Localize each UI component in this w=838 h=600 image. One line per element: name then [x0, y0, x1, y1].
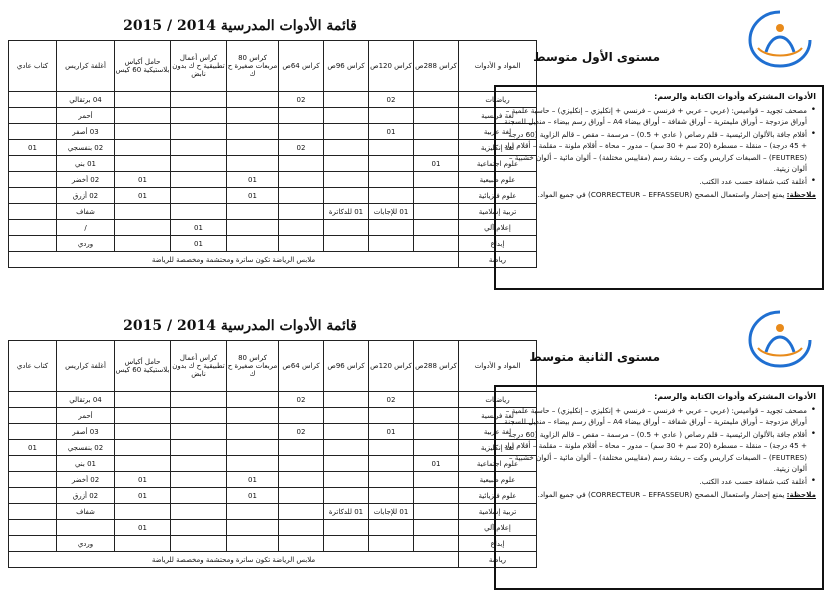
table-row — [9, 108, 537, 124]
table-cell — [171, 504, 227, 520]
note-text: يمنع إحضار واستعمال المصحح (CORRECTEUR – EFFASSEUR) في جميع المواد. — [537, 490, 785, 499]
supplies-section-second-year — [0, 300, 838, 600]
table-cell — [57, 520, 115, 536]
table-cell: 02 — [279, 140, 324, 156]
table-cell — [171, 440, 227, 456]
table-row — [9, 488, 537, 504]
table-cell — [324, 140, 369, 156]
table-cell: 01 — [414, 456, 459, 472]
table-cell — [279, 108, 324, 124]
table-row — [9, 220, 537, 236]
table-cell: لغة إنكليزية — [459, 140, 537, 156]
table-cell — [414, 188, 459, 204]
table-cell — [279, 488, 324, 504]
table-cell — [369, 172, 414, 188]
table-cell: 01 — [115, 172, 171, 188]
table-cell: 01 — [414, 156, 459, 172]
table-cell — [279, 188, 324, 204]
table-cell: 01 للإجابات — [369, 504, 414, 520]
table-cell — [279, 172, 324, 188]
table-cell — [171, 172, 227, 188]
sport-label: رياضة — [459, 252, 537, 268]
table-cell — [414, 536, 459, 552]
table-cell: 04 برتقالي — [57, 392, 115, 408]
table-row — [9, 408, 537, 424]
table-cell — [414, 408, 459, 424]
column-header: المواد و الأدوات — [459, 41, 537, 92]
table-cell — [279, 220, 324, 236]
table-cell — [369, 188, 414, 204]
table-cell — [227, 108, 279, 124]
table-cell — [279, 472, 324, 488]
table-cell — [369, 456, 414, 472]
table-cell — [9, 124, 57, 140]
table-cell — [227, 392, 279, 408]
school-logo — [732, 8, 828, 72]
note-label: ملاحظة: — [786, 190, 816, 199]
sport-row — [9, 252, 537, 268]
table-cell — [171, 424, 227, 440]
table-cell: 04 برتقالي — [57, 92, 115, 108]
table-cell — [414, 488, 459, 504]
table-cell — [171, 392, 227, 408]
table-header-row — [9, 41, 537, 92]
table-cell: 02 — [279, 92, 324, 108]
table-cell — [9, 392, 57, 408]
column-header: كراس 64ص — [279, 341, 324, 392]
table-cell — [279, 456, 324, 472]
column-header: كراس 96ص — [324, 41, 369, 92]
table-row — [9, 236, 537, 252]
table-row — [9, 156, 537, 172]
table-cell — [279, 536, 324, 552]
table-cell: أحمر — [57, 108, 115, 124]
table-cell: 03 أصفر — [57, 124, 115, 140]
table-cell — [171, 408, 227, 424]
table-cell: علوم طبيعية — [459, 172, 537, 188]
column-header: كتاب عادي — [9, 341, 57, 392]
level-heading: مستوى الأول متوسط — [533, 50, 660, 64]
table-cell — [414, 392, 459, 408]
table-cell — [324, 392, 369, 408]
table-cell — [171, 488, 227, 504]
table-cell — [227, 92, 279, 108]
table-row — [9, 124, 537, 140]
table-cell: 02 أخضر — [57, 472, 115, 488]
table-cell: 03 أصفر — [57, 424, 115, 440]
box-item: • أغلفة كتب شفافة حسب عدد الكتب. — [502, 176, 816, 188]
table-cell — [9, 504, 57, 520]
table-cell — [227, 220, 279, 236]
table-cell — [115, 156, 171, 172]
table-cell — [115, 108, 171, 124]
table-cell — [171, 520, 227, 536]
sport-note: ملابس الرياضة تكون ساترة ومحتشمة ومخصصة للرياضة — [9, 552, 459, 568]
table-cell: 01 للدكاترة — [324, 204, 369, 220]
school-logo-emblem — [750, 12, 810, 66]
table-cell — [9, 108, 57, 124]
box-item: • مصحف تجويد – قواميس: (عربي – عربي + فرنسي – فرنسي + إنكليزي – إنكليزي) – حاسبة علمية – أوراق مزدوجة – أوراق مليمترية – أوراق شفافة – أوراق بيضاء A4 – أوراق رسم بيضاء – منديل للسجنة. — [502, 105, 816, 128]
table-row — [9, 172, 537, 188]
table-cell: لغة فرنسية — [459, 408, 537, 424]
page-title: قائمة الأدوات المدرسية 2014 / 2015 — [123, 18, 357, 34]
table-cell — [171, 92, 227, 108]
table-cell: / — [57, 220, 115, 236]
table-header-row — [9, 341, 537, 392]
table-cell — [369, 156, 414, 172]
table-cell — [227, 504, 279, 520]
table-cell — [324, 156, 369, 172]
table-row — [9, 424, 537, 440]
table-cell: علوم فيزيائية — [459, 188, 537, 204]
table-cell: 01 للدكاترة — [324, 504, 369, 520]
table-cell — [324, 424, 369, 440]
table-cell: 01 — [171, 236, 227, 252]
table-cell — [414, 172, 459, 188]
table-cell — [227, 140, 279, 156]
table-cell: 02 بنفسجي — [57, 140, 115, 156]
table-cell — [115, 392, 171, 408]
table-cell — [414, 108, 459, 124]
table-cell: إبداع — [459, 536, 537, 552]
table-row — [9, 392, 537, 408]
table-cell — [324, 236, 369, 252]
table-cell — [9, 92, 57, 108]
table-cell — [369, 472, 414, 488]
note-text: يمنع إحضار واستعمال المصحح (CORRECTEUR – EFFASSEUR) في جميع المواد. — [537, 190, 785, 199]
table-cell — [115, 220, 171, 236]
table-cell — [171, 456, 227, 472]
table-cell — [414, 424, 459, 440]
box-note — [502, 489, 816, 501]
table-cell — [171, 124, 227, 140]
table-cell — [9, 408, 57, 424]
table-cell: إبداع — [459, 236, 537, 252]
table-cell — [324, 488, 369, 504]
table-row — [9, 456, 537, 472]
supplies-table — [8, 340, 537, 568]
column-header: كراس 80 مربعات صغيرة ح ك — [227, 41, 279, 92]
table-cell — [414, 220, 459, 236]
table-cell: 01 — [369, 424, 414, 440]
column-header: كراس 120ص — [369, 341, 414, 392]
table-cell — [279, 408, 324, 424]
table-cell: 02 — [279, 392, 324, 408]
table-cell — [227, 204, 279, 220]
table-cell — [115, 204, 171, 220]
table-cell — [9, 172, 57, 188]
table-cell: 01 — [227, 488, 279, 504]
table-row — [9, 504, 537, 520]
column-header: المواد و الأدوات — [459, 341, 537, 392]
table-cell — [369, 520, 414, 536]
table-cell — [9, 424, 57, 440]
table-cell — [414, 520, 459, 536]
table-cell: 01 بني — [57, 156, 115, 172]
table-cell: وردي — [57, 536, 115, 552]
box-item: • أقلام جافة بالألوان الرئيسية – قلم رصاص ( عادي + 0.5) – مرسمة – مقص – قالم الزاوية (60 درجة + 45 درجة) – منقلة – مسطرة (20 سم + 30 سم) – مدور – محاة – أقلام ملونة – مقلمة – أقلام لباد (FEUTRES) – الصبغات كراريس وكت – ريشة رسم (مقاييس مختلفة) – ألوان مائية – ألوان خشبية – ألوان زيتية. — [502, 129, 816, 175]
table-cell — [369, 236, 414, 252]
table-cell — [115, 140, 171, 156]
table-cell — [369, 140, 414, 156]
table-cell: رياضيات — [459, 92, 537, 108]
table-row — [9, 536, 537, 552]
column-header: كراس أعمال تطبيقية ح ك بدون نابض — [171, 341, 227, 392]
table-cell — [369, 408, 414, 424]
table-cell — [279, 124, 324, 140]
table-cell — [227, 456, 279, 472]
table-cell — [369, 488, 414, 504]
table-cell — [9, 156, 57, 172]
table-cell — [414, 204, 459, 220]
box-heading: الأدوات المشتركة وأدوات الكتابة والرسم: — [654, 92, 816, 101]
box-item: • أقلام جافة بالألوان الرئيسية – قلم رصاص ( عادي + 0.5) – مرسمة – مقص – قالم الزاوية (60 درجة + 45 درجة) – منقلة – مسطرة (20 سم + 30 سم) – مدور – محاة – أقلام ملونة – مقلمة – أقلام لباد (FEUTRES) – الصبغات كراريس وكت – ريشة رسم (مقاييس مختلفة) – ألوان مائية – ألوان خشبية – ألوان زيتية. — [502, 429, 816, 475]
table-cell: علوم فيزيائية — [459, 488, 537, 504]
column-header: كراس 80 مربعات صغيرة ح ك — [227, 341, 279, 392]
table-cell: 01 — [115, 488, 171, 504]
table-cell: 01 — [9, 140, 57, 156]
table-cell — [227, 156, 279, 172]
box-note — [502, 189, 816, 201]
table-cell: علوم اجتماعية — [459, 156, 537, 172]
column-header: كراس 64ص — [279, 41, 324, 92]
table-cell: 02 — [369, 92, 414, 108]
table-cell — [279, 156, 324, 172]
table-cell — [171, 156, 227, 172]
table-cell — [9, 204, 57, 220]
table-cell — [279, 236, 324, 252]
table-cell: 01 — [227, 188, 279, 204]
table-cell: 02 أزرق — [57, 488, 115, 504]
table-cell — [324, 92, 369, 108]
page-title: قائمة الأدوات المدرسية 2014 / 2015 — [123, 318, 357, 334]
column-header: حامل أكياس بلاستيكية 60 كيس — [115, 341, 171, 392]
table-cell — [227, 236, 279, 252]
table-cell — [414, 472, 459, 488]
table-cell — [171, 188, 227, 204]
column-header: كتاب عادي — [9, 41, 57, 92]
table-cell — [227, 536, 279, 552]
table-cell — [324, 188, 369, 204]
table-cell: 01 — [227, 172, 279, 188]
table-row — [9, 440, 537, 456]
table-cell — [369, 536, 414, 552]
column-header: أغلفة كراريس — [57, 341, 115, 392]
column-header: كراس 288ص — [414, 41, 459, 92]
table-cell — [414, 140, 459, 156]
table-cell: شفاف — [57, 204, 115, 220]
table-cell — [324, 520, 369, 536]
table-cell: 01 — [171, 220, 227, 236]
table-row — [9, 204, 537, 220]
table-cell: لغة عربية — [459, 424, 537, 440]
table-cell — [115, 408, 171, 424]
sport-row — [9, 552, 537, 568]
table-cell — [324, 172, 369, 188]
table-cell — [9, 488, 57, 504]
table-cell — [324, 440, 369, 456]
table-cell — [227, 124, 279, 140]
table-cell — [9, 236, 57, 252]
table-cell: 01 — [227, 472, 279, 488]
table-cell — [324, 108, 369, 124]
table-cell — [171, 472, 227, 488]
table-cell — [115, 504, 171, 520]
box-heading: الأدوات المشتركة وأدوات الكتابة والرسم: — [654, 392, 816, 401]
table-cell: 01 — [115, 188, 171, 204]
table-cell: 02 — [279, 424, 324, 440]
box-item: • مصحف تجويد – قواميس: (عربي – عربي + فرنسي – فرنسي + إنكليزي – إنكليزي) – حاسبة علمية – أوراق مزدوجة – أوراق مليمترية – أوراق شفافة – أوراق بيضاء A4 – أوراق رسم بيضاء – منديل للسجنة. — [502, 405, 816, 428]
table-cell: 01 — [115, 472, 171, 488]
supplies-table — [8, 40, 537, 268]
table-cell — [171, 536, 227, 552]
table-cell — [115, 424, 171, 440]
table-cell — [171, 204, 227, 220]
table-cell — [369, 220, 414, 236]
table-cell: تربية إسلامية — [459, 204, 537, 220]
table-cell: 02 أزرق — [57, 188, 115, 204]
table-cell — [115, 440, 171, 456]
table-cell: وردي — [57, 236, 115, 252]
school-logo-emblem — [750, 312, 810, 366]
table-cell: لغة عربية — [459, 124, 537, 140]
table-cell: علوم طبيعية — [459, 472, 537, 488]
table-cell: 02 أخضر — [57, 172, 115, 188]
table-cell — [369, 108, 414, 124]
table-cell — [115, 236, 171, 252]
table-cell: لغة إنكليزية — [459, 440, 537, 456]
table-cell — [115, 536, 171, 552]
common-supplies-box — [494, 385, 824, 590]
table-row — [9, 472, 537, 488]
table-cell — [227, 408, 279, 424]
school-logo — [732, 308, 828, 372]
column-header: كراس 120ص — [369, 41, 414, 92]
table-cell — [324, 124, 369, 140]
table-cell: إعلام آلي — [459, 220, 537, 236]
table-cell — [9, 188, 57, 204]
column-header: كراس أعمال تطبيقية ح ك بدون نابض — [171, 41, 227, 92]
table-cell: 01 للإجابات — [369, 204, 414, 220]
table-cell: 01 بني — [57, 456, 115, 472]
table-cell: 02 بنفسجي — [57, 440, 115, 456]
note-label: ملاحظة: — [786, 490, 816, 499]
table-cell — [324, 456, 369, 472]
column-header: كراس 288ص — [414, 341, 459, 392]
table-cell — [324, 220, 369, 236]
table-cell — [115, 124, 171, 140]
table-cell — [279, 520, 324, 536]
column-header: كراس 96ص — [324, 341, 369, 392]
table-cell — [227, 520, 279, 536]
column-header: أغلفة كراريس — [57, 41, 115, 92]
table-cell: 01 — [115, 520, 171, 536]
table-row — [9, 188, 537, 204]
table-cell — [115, 456, 171, 472]
table-cell — [115, 92, 171, 108]
table-cell — [171, 140, 227, 156]
table-cell — [414, 504, 459, 520]
table-cell: علوم اجتماعية — [459, 456, 537, 472]
table-cell: أحمر — [57, 408, 115, 424]
table-cell: تربية إسلامية — [459, 504, 537, 520]
common-supplies-box — [494, 85, 824, 290]
level-heading: مستوى الثانية متوسط — [529, 350, 660, 364]
table-cell — [227, 424, 279, 440]
table-cell — [9, 472, 57, 488]
table-cell: 01 — [9, 440, 57, 456]
table-cell — [9, 456, 57, 472]
table-cell — [414, 92, 459, 108]
table-cell — [9, 536, 57, 552]
table-cell — [324, 472, 369, 488]
table-cell: شفاف — [57, 504, 115, 520]
table-cell — [414, 236, 459, 252]
table-cell — [279, 204, 324, 220]
sport-note: ملابس الرياضة تكون ساترة ومحتشمة ومخصصة للرياضة — [9, 252, 459, 268]
table-cell — [9, 220, 57, 236]
table-cell — [9, 520, 57, 536]
table-cell — [414, 440, 459, 456]
table-cell — [414, 124, 459, 140]
table-cell: لغة فرنسية — [459, 108, 537, 124]
table-cell — [324, 536, 369, 552]
table-cell — [279, 504, 324, 520]
table-cell — [227, 440, 279, 456]
box-item: • أغلفة كتب شفافة حسب عدد الكتب. — [502, 476, 816, 488]
table-cell — [171, 108, 227, 124]
table-cell: إعلام آلي — [459, 520, 537, 536]
table-row — [9, 92, 537, 108]
table-cell: 01 — [369, 124, 414, 140]
table-row — [9, 140, 537, 156]
table-cell: رياضيات — [459, 392, 537, 408]
table-cell — [324, 408, 369, 424]
table-cell — [369, 440, 414, 456]
table-row — [9, 520, 537, 536]
sport-label: رياضة — [459, 552, 537, 568]
table-cell: 02 — [369, 392, 414, 408]
table-cell — [279, 440, 324, 456]
column-header: حامل أكياس بلاستيكية 60 كيس — [115, 41, 171, 92]
